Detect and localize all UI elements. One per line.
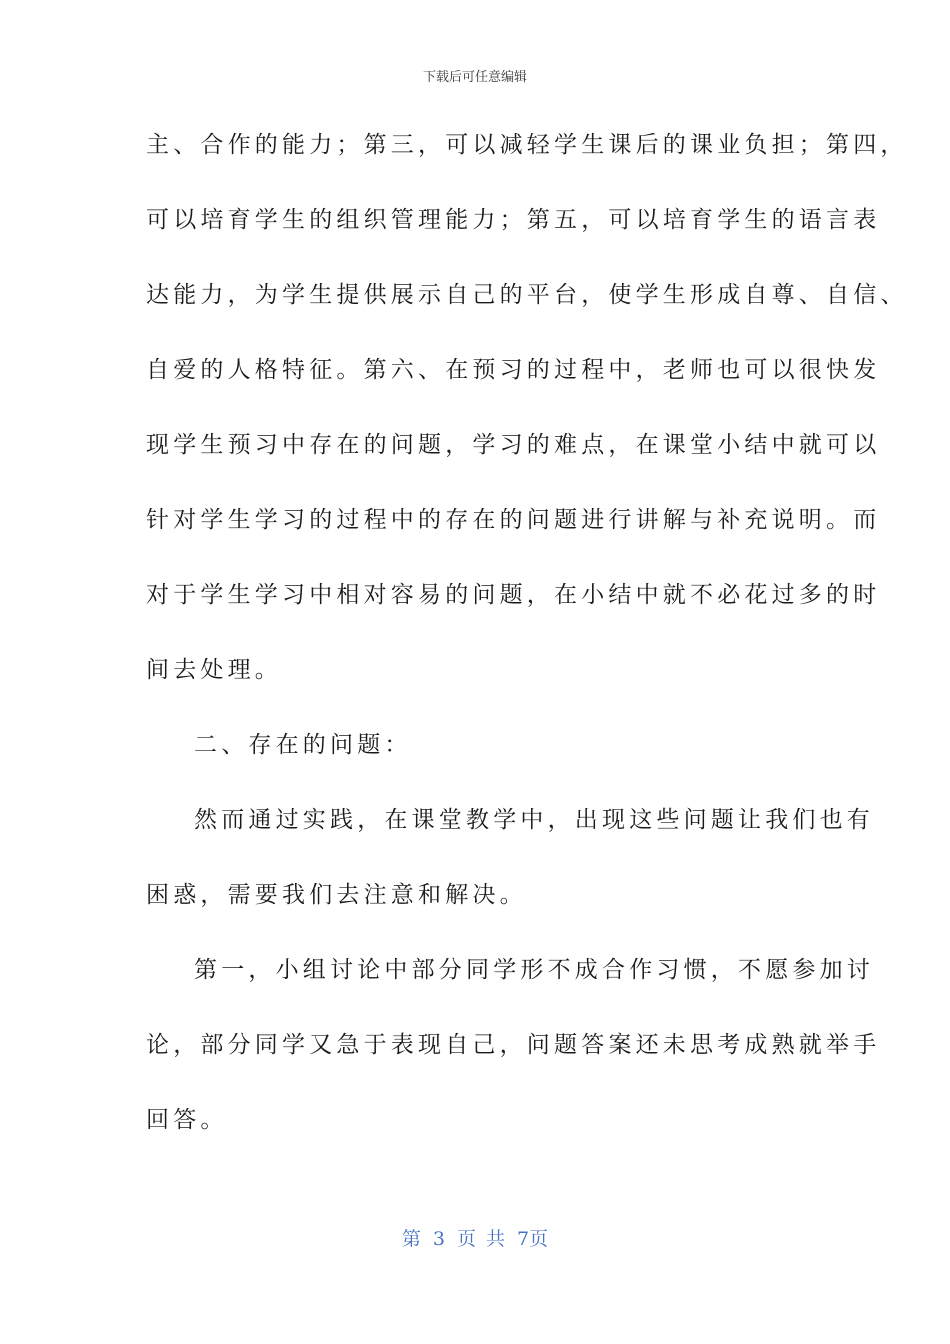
page-footer (0, 1224, 950, 1251)
footer-prefix: 第 (401, 1228, 421, 1250)
header-text: 下载后可任意编辑 (422, 70, 527, 85)
body-line: 第一，小组讨论中部分同学形不成合作习惯，不愿参加讨 (194, 957, 874, 983)
body-line: 针对学生学习的过程中的存在的问题进行讲解与补充说明。而 (146, 507, 881, 533)
section-heading: 二、存在的问题： (194, 732, 412, 758)
body-line: 间去处理。 (146, 657, 282, 683)
document-body (146, 120, 908, 1170)
body-line: 对于学生学习中相对容易的问题，在小结中就不必花过多的时 (146, 582, 881, 608)
body-line: 然而通过实践，在课堂教学中，出现这些问题让我们也有 (194, 807, 874, 833)
body-line: 主、合作的能力；第三，可以减轻学生课后的课业负担；第四， (146, 132, 908, 158)
body-line: 回答。 (146, 1107, 228, 1133)
body-line: 困惑，需要我们去注意和解决。 (146, 882, 527, 908)
body-line: 可以培育学生的组织管理能力；第五，可以培育学生的语言表 (146, 207, 881, 233)
page-header (0, 66, 950, 85)
body-line: 达能力，为学生提供展示自己的平台，使学生形成自尊、自信、 (146, 282, 908, 308)
footer-total: 7页 (517, 1228, 549, 1250)
footer-middle: 页 共 (456, 1228, 506, 1250)
footer-page-number: 3 (432, 1228, 445, 1250)
body-line: 现学生预习中存在的问题，学习的难点，在课堂小结中就可以 (146, 432, 881, 458)
body-line: 论，部分同学又急于表现自己，问题答案还未思考成熟就举手 (146, 1032, 881, 1058)
body-line: 自爱的人格特征。第六、在预习的过程中，老师也可以很快发 (146, 357, 881, 383)
